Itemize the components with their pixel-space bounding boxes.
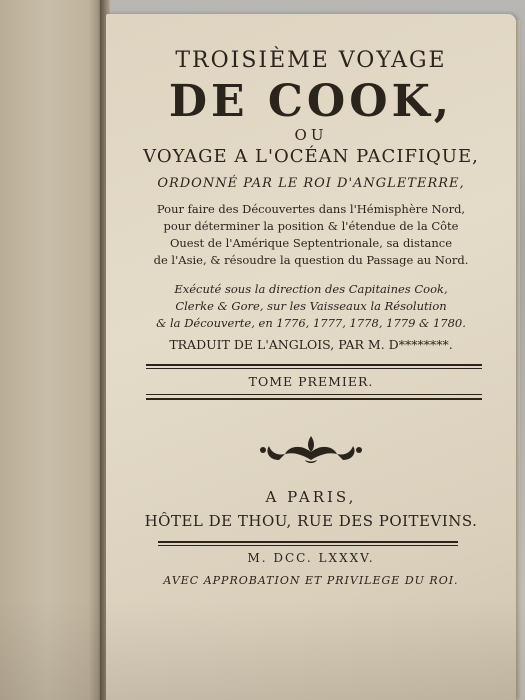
rule-bottom-thin bbox=[158, 545, 458, 546]
rule-top-thick bbox=[146, 364, 482, 366]
privilege-line: AVEC APPROBATION ET PRIVILEGE DU ROI. bbox=[163, 574, 459, 587]
title-line-4: VOYAGE A L'OCÉAN PACIFIQUE, bbox=[143, 146, 479, 167]
city-line: A PARIS, bbox=[265, 488, 357, 506]
purpose-line-3: Ouest de l'Amérique Septentrionale, sa distance bbox=[169, 236, 453, 250]
rule-bottom-thick bbox=[158, 541, 458, 543]
rule-mid-thick bbox=[146, 398, 482, 400]
rule-mid-thin bbox=[146, 394, 482, 395]
title-line-1: TROISIÈME VOYAGE bbox=[175, 48, 447, 73]
rule-top-thin bbox=[146, 368, 482, 369]
executed-line-1: Exécuté sous la direction des Capitaines Cook, bbox=[174, 282, 448, 296]
title-page bbox=[106, 14, 516, 700]
tome-label: TOME PREMIER. bbox=[248, 374, 374, 389]
purpose-line-4: de l'Asie, & résoudre la question du Passage au Nord. bbox=[153, 253, 469, 267]
purpose-line-2: pour déterminer la position & l'étendue de la Côte bbox=[163, 219, 459, 233]
executed-line-2: Clerke & Gore, sur les Vaisseaux la Résolution bbox=[175, 299, 447, 313]
purpose-line-1: Pour faire des Découvertes dans l'Hémisphère Nord, bbox=[156, 202, 466, 216]
fleuron-ornament-icon bbox=[251, 430, 371, 470]
year-line: M. DCC. LXXXV. bbox=[247, 551, 375, 565]
title-line-3: OU bbox=[294, 126, 328, 144]
translator-line: TRADUIT DE L'ANGLOIS, PAR M. D********. bbox=[169, 337, 453, 352]
executed-line-3: & la Découverte, en 1776, 1777, 1778, 1779 & 1780. bbox=[156, 316, 466, 330]
title-line-2: DE COOK, bbox=[168, 76, 454, 127]
left-facing-page bbox=[0, 0, 104, 700]
title-line-5: ORDONNÉ PAR LE ROI D'ANGLETERRE, bbox=[157, 176, 465, 191]
publisher-line: HÔTEL DE THOU, RUE DES POITEVINS. bbox=[144, 512, 478, 530]
